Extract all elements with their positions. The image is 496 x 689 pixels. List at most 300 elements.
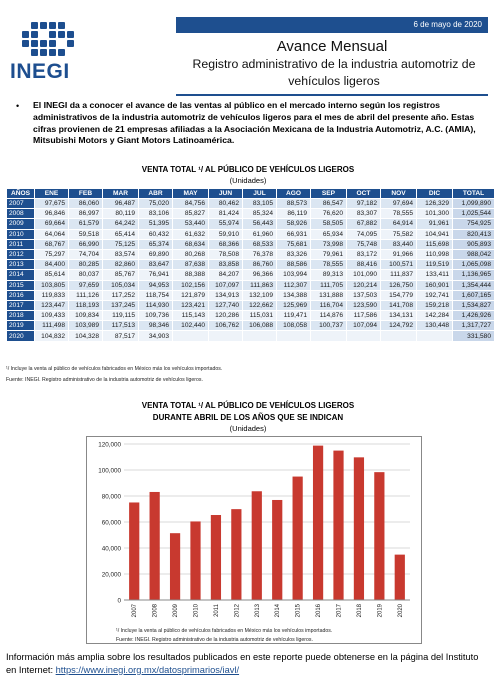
table-cell: 102,156 bbox=[173, 280, 209, 290]
x-tick-label: 2012 bbox=[234, 604, 241, 618]
table-cell: 83,858 bbox=[209, 260, 243, 270]
table-cell: 117,513 bbox=[103, 321, 139, 331]
total-cell: 1,025,544 bbox=[453, 209, 495, 219]
table-cell: 61,579 bbox=[69, 219, 103, 229]
logo-dot bbox=[67, 31, 74, 38]
table-cell: 101,300 bbox=[417, 209, 453, 219]
logo-dot bbox=[22, 40, 29, 47]
table-cell bbox=[173, 331, 209, 341]
column-header: TOTAL bbox=[453, 189, 495, 199]
logo-dot bbox=[31, 49, 38, 56]
table-row bbox=[7, 260, 495, 270]
table-cell: 51,395 bbox=[139, 219, 173, 229]
table-cell: 96,366 bbox=[243, 270, 277, 280]
table-cell: 86,997 bbox=[69, 209, 103, 219]
total-cell: 820,413 bbox=[453, 229, 495, 239]
table-cell: 85,614 bbox=[35, 270, 69, 280]
table-cell: 137,245 bbox=[103, 300, 139, 310]
table-units: (Unidades) bbox=[229, 176, 267, 185]
table-cell: 97,675 bbox=[35, 199, 69, 209]
table-row bbox=[7, 280, 495, 290]
table-cell: 103,994 bbox=[277, 270, 311, 280]
table-cell: 159,218 bbox=[417, 300, 453, 310]
table-cell: 108,058 bbox=[277, 321, 311, 331]
column-header: MAR bbox=[103, 189, 139, 199]
table-cell: 119,833 bbox=[35, 290, 69, 300]
table-cell: 65,934 bbox=[311, 229, 347, 239]
table-row bbox=[7, 219, 495, 229]
table-cell: 91,966 bbox=[381, 249, 417, 259]
table-cell: 76,620 bbox=[311, 209, 347, 219]
table-cell: 83,105 bbox=[243, 199, 277, 209]
bar bbox=[190, 521, 200, 600]
table-cell: 97,182 bbox=[347, 199, 381, 209]
table-cell: 102,440 bbox=[173, 321, 209, 331]
table-cell: 80,119 bbox=[103, 209, 139, 219]
chart-title-line2: DURANTE ABRIL DE LOS AÑOS QUE SE INDICAN bbox=[152, 413, 344, 422]
footer-link[interactable]: https://www.inegi.org.mx/datosprimarios/iavl/ bbox=[55, 664, 240, 675]
table-cell: 84,207 bbox=[209, 270, 243, 280]
bar bbox=[395, 555, 405, 600]
table-cell: 80,268 bbox=[173, 249, 209, 259]
logo-dot bbox=[49, 40, 56, 47]
table-cell: 109,736 bbox=[139, 311, 173, 321]
table-cell: 160,901 bbox=[417, 280, 453, 290]
footer-text: Información más amplia sobre los resultados publicados en este reporte puede obtenerse en la página del Instituto en Internet: bbox=[6, 652, 479, 675]
table-row bbox=[7, 249, 495, 259]
year-cell: 2017 bbox=[7, 300, 35, 310]
table-cell: 81,424 bbox=[209, 209, 243, 219]
column-header: JUN bbox=[209, 189, 243, 199]
table-cell: 75,020 bbox=[139, 199, 173, 209]
table-cell: 83,574 bbox=[103, 249, 139, 259]
chart-footnote: ¹/ Incluye la venta al público de vehículos fabricados en México más los vehículos importados. bbox=[116, 628, 333, 634]
logo-dot bbox=[40, 22, 47, 29]
table-cell: 125,969 bbox=[277, 300, 311, 310]
table-cell: 59,518 bbox=[69, 229, 103, 239]
report-title: Avance Mensual bbox=[276, 38, 388, 55]
table-cell: 84,400 bbox=[35, 260, 69, 270]
x-tick-label: 2013 bbox=[254, 604, 261, 618]
table-cell: 83,326 bbox=[277, 249, 311, 259]
bar bbox=[150, 492, 160, 600]
table-cell bbox=[311, 331, 347, 341]
column-header: ABR bbox=[139, 189, 173, 199]
logo-dot bbox=[58, 22, 65, 29]
table-cell: 87,517 bbox=[103, 331, 139, 341]
y-tick-label: 120,000 bbox=[98, 441, 121, 449]
table-cell: 53,440 bbox=[173, 219, 209, 229]
table-cell: 96,487 bbox=[103, 199, 139, 209]
table-cell: 86,060 bbox=[69, 199, 103, 209]
logo-dot bbox=[31, 31, 38, 38]
total-cell: 1,426,926 bbox=[453, 311, 495, 321]
table-cell: 69,890 bbox=[139, 249, 173, 259]
table-header-row bbox=[7, 189, 495, 199]
header-divider bbox=[176, 94, 488, 96]
y-tick-label: 0 bbox=[117, 597, 121, 605]
bar bbox=[354, 457, 364, 600]
x-tick-label: 2008 bbox=[152, 604, 159, 618]
year-cell: 2018 bbox=[7, 311, 35, 321]
table-cell: 106,762 bbox=[209, 321, 243, 331]
table-cell: 64,914 bbox=[381, 219, 417, 229]
table-cell: 111,126 bbox=[69, 290, 103, 300]
table-cell: 83,172 bbox=[347, 249, 381, 259]
column-header: OCT bbox=[347, 189, 381, 199]
table-row bbox=[7, 270, 495, 280]
table-cell: 104,832 bbox=[35, 331, 69, 341]
table-cell: 75,297 bbox=[35, 249, 69, 259]
table-cell: 116,704 bbox=[311, 300, 347, 310]
y-tick-label: 80,000 bbox=[101, 493, 121, 501]
table-cell: 75,125 bbox=[103, 239, 139, 249]
table-cell: 60,432 bbox=[139, 229, 173, 239]
column-header: JUL bbox=[243, 189, 277, 199]
table-cell: 69,664 bbox=[35, 219, 69, 229]
y-tick-label: 40,000 bbox=[101, 545, 121, 553]
year-cell: 2014 bbox=[7, 270, 35, 280]
bullet-icon: • bbox=[16, 101, 20, 111]
table-cell: 154,779 bbox=[381, 290, 417, 300]
table-cell: 96,846 bbox=[35, 209, 69, 219]
year-cell: 2011 bbox=[7, 239, 35, 249]
logo-dot bbox=[49, 22, 56, 29]
table-cell: 123,447 bbox=[35, 300, 69, 310]
total-cell: 988,042 bbox=[453, 249, 495, 259]
table-cell: 80,285 bbox=[69, 260, 103, 270]
inegi-logo bbox=[8, 20, 88, 88]
column-header: ENE bbox=[35, 189, 69, 199]
table-cell: 83,647 bbox=[139, 260, 173, 270]
table-cell: 75,681 bbox=[277, 239, 311, 249]
y-tick-label: 20,000 bbox=[101, 571, 121, 579]
column-header: MAY bbox=[173, 189, 209, 199]
logo-dot bbox=[22, 31, 29, 38]
table-cell bbox=[209, 331, 243, 341]
chart-source: Fuente: INEGI. Registro administrativo de la industria automotriz de vehículos ligeros. bbox=[116, 637, 313, 643]
year-cell: 2012 bbox=[7, 249, 35, 259]
table-cell: 118,754 bbox=[139, 290, 173, 300]
table-cell: 85,827 bbox=[173, 209, 209, 219]
x-tick-label: 2010 bbox=[193, 604, 200, 618]
table-row bbox=[7, 311, 495, 321]
total-cell: 1,607,165 bbox=[453, 290, 495, 300]
table-cell: 122,662 bbox=[243, 300, 277, 310]
table-row bbox=[7, 300, 495, 310]
bar bbox=[231, 509, 241, 600]
footer-info bbox=[6, 651, 490, 676]
date-bar bbox=[176, 17, 488, 33]
x-tick-label: 2019 bbox=[377, 604, 384, 618]
table-cell: 137,503 bbox=[347, 290, 381, 300]
table-cell: 97,694 bbox=[381, 199, 417, 209]
year-cell: 2010 bbox=[7, 229, 35, 239]
table-cell: 94,953 bbox=[139, 280, 173, 290]
table-cell: 75,582 bbox=[381, 229, 417, 239]
table-row bbox=[7, 290, 495, 300]
year-cell: 2019 bbox=[7, 321, 35, 331]
table-cell: 127,740 bbox=[209, 300, 243, 310]
table-cell: 141,708 bbox=[381, 300, 417, 310]
table-cell: 104,941 bbox=[417, 229, 453, 239]
logo-mark-icon bbox=[20, 20, 76, 58]
table-cell: 115,698 bbox=[417, 239, 453, 249]
table-cell: 76,941 bbox=[139, 270, 173, 280]
table-cell: 80,037 bbox=[69, 270, 103, 280]
table-cell: 103,805 bbox=[35, 280, 69, 290]
table-cell: 66,931 bbox=[277, 229, 311, 239]
table-cell: 107,097 bbox=[209, 280, 243, 290]
table-cell: 79,961 bbox=[311, 249, 347, 259]
total-cell: 905,893 bbox=[453, 239, 495, 249]
table-cell: 88,586 bbox=[277, 260, 311, 270]
column-header: SEP bbox=[311, 189, 347, 199]
logo-dot bbox=[67, 40, 74, 47]
table-cell: 134,388 bbox=[277, 290, 311, 300]
table-cell: 85,324 bbox=[243, 209, 277, 219]
table-cell: 97,659 bbox=[69, 280, 103, 290]
table-cell bbox=[347, 331, 381, 341]
x-tick-label: 2014 bbox=[275, 604, 282, 618]
table-cell: 114,930 bbox=[139, 300, 173, 310]
table-cell: 83,106 bbox=[139, 209, 173, 219]
x-tick-label: 2009 bbox=[173, 604, 180, 618]
table-cell: 56,443 bbox=[243, 219, 277, 229]
table-cell bbox=[277, 331, 311, 341]
table-cell: 65,414 bbox=[103, 229, 139, 239]
x-tick-label: 2018 bbox=[356, 604, 363, 618]
total-cell: 1,099,890 bbox=[453, 199, 495, 209]
table-cell: 74,095 bbox=[347, 229, 381, 239]
bar bbox=[170, 533, 180, 600]
table-cell bbox=[243, 331, 277, 341]
table-cell bbox=[381, 331, 417, 341]
table-cell: 134,913 bbox=[209, 290, 243, 300]
table-cell: 55,974 bbox=[209, 219, 243, 229]
x-tick-label: 2016 bbox=[316, 604, 323, 618]
logo-dot bbox=[49, 49, 56, 56]
table-cell: 83,440 bbox=[381, 239, 417, 249]
table-cell: 80,462 bbox=[209, 199, 243, 209]
table-cell: 111,705 bbox=[311, 280, 347, 290]
logo-dot bbox=[49, 31, 56, 38]
table-cell: 34,903 bbox=[139, 331, 173, 341]
table-cell: 101,090 bbox=[347, 270, 381, 280]
table-cell: 78,555 bbox=[381, 209, 417, 219]
table-cell: 78,508 bbox=[209, 249, 243, 259]
bar bbox=[293, 477, 303, 600]
table-cell: 130,448 bbox=[417, 321, 453, 331]
year-cell: 2008 bbox=[7, 209, 35, 219]
table-cell: 73,998 bbox=[311, 239, 347, 249]
bar bbox=[313, 446, 323, 600]
table-cell: 86,760 bbox=[243, 260, 277, 270]
table-cell: 192,741 bbox=[417, 290, 453, 300]
table-cell: 82,860 bbox=[103, 260, 139, 270]
table-footnote: ¹/ Incluye la venta al público de vehículos fabricados en México más los vehículos importados. bbox=[6, 366, 223, 372]
bar-chart bbox=[86, 436, 422, 628]
total-cell: 1,354,444 bbox=[453, 280, 495, 290]
table-cell: 117,252 bbox=[103, 290, 139, 300]
table-cell: 58,926 bbox=[277, 219, 311, 229]
table-cell: 119,115 bbox=[103, 311, 139, 321]
total-cell: 754,925 bbox=[453, 219, 495, 229]
table-cell: 66,990 bbox=[69, 239, 103, 249]
report-date: 6 de mayo de 2020 bbox=[413, 20, 482, 29]
table-cell: 109,834 bbox=[69, 311, 103, 321]
logo-dot bbox=[31, 22, 38, 29]
table-cell: 107,094 bbox=[347, 321, 381, 331]
table-row bbox=[7, 199, 495, 209]
logo-text: INEGI bbox=[10, 60, 70, 83]
table-cell: 61,960 bbox=[243, 229, 277, 239]
total-cell: 1,136,965 bbox=[453, 270, 495, 280]
x-tick-label: 2007 bbox=[132, 604, 139, 618]
table-cell: 104,328 bbox=[69, 331, 103, 341]
total-cell: 1,534,827 bbox=[453, 300, 495, 310]
column-header: AÑOS bbox=[7, 189, 35, 199]
y-tick-label: 100,000 bbox=[98, 467, 121, 475]
table-cell: 88,388 bbox=[173, 270, 209, 280]
table-cell: 89,313 bbox=[311, 270, 347, 280]
table-cell: 61,632 bbox=[173, 229, 209, 239]
table-cell: 64,064 bbox=[35, 229, 69, 239]
table-cell: 65,374 bbox=[139, 239, 173, 249]
table-cell: 123,421 bbox=[173, 300, 209, 310]
table-row bbox=[7, 229, 495, 239]
table-cell: 86,119 bbox=[277, 209, 311, 219]
bar bbox=[333, 451, 343, 600]
table-cell: 115,031 bbox=[243, 311, 277, 321]
total-cell: 1,065,098 bbox=[453, 260, 495, 270]
year-cell: 2007 bbox=[7, 199, 35, 209]
table-cell: 120,214 bbox=[347, 280, 381, 290]
x-tick-label: 2020 bbox=[397, 604, 404, 618]
table-cell: 142,284 bbox=[417, 311, 453, 321]
table-cell: 100,571 bbox=[381, 260, 417, 270]
table-cell: 76,378 bbox=[243, 249, 277, 259]
logo-dot bbox=[40, 49, 47, 56]
table-cell: 111,498 bbox=[35, 321, 69, 331]
table-cell: 83,307 bbox=[347, 209, 381, 219]
table-source: Fuente: INEGI. Registro administrativo de la industria automotriz de vehículos ligeros. bbox=[6, 377, 203, 383]
table-cell: 120,286 bbox=[209, 311, 243, 321]
year-cell: 2020 bbox=[7, 331, 35, 341]
table-cell: 103,989 bbox=[69, 321, 103, 331]
table-cell: 112,307 bbox=[277, 280, 311, 290]
table-cell: 124,792 bbox=[381, 321, 417, 331]
x-tick-label: 2017 bbox=[336, 604, 343, 618]
table-cell: 131,888 bbox=[311, 290, 347, 300]
logo-dot bbox=[58, 49, 65, 56]
column-header: DIC bbox=[417, 189, 453, 199]
year-cell: 2013 bbox=[7, 260, 35, 270]
table-cell: 78,555 bbox=[311, 260, 347, 270]
table-cell: 134,131 bbox=[381, 311, 417, 321]
table-cell: 87,638 bbox=[173, 260, 209, 270]
column-header: FEB bbox=[69, 189, 103, 199]
table-cell: 58,505 bbox=[311, 219, 347, 229]
table-cell: 105,034 bbox=[103, 280, 139, 290]
table-cell: 100,737 bbox=[311, 321, 347, 331]
table-cell: 111,863 bbox=[243, 280, 277, 290]
bar bbox=[129, 502, 139, 600]
table-cell: 111,837 bbox=[381, 270, 417, 280]
year-cell: 2016 bbox=[7, 290, 35, 300]
table-title: VENTA TOTAL ¹/ AL PÚBLICO DE VEHÍCULOS LIGEROS bbox=[141, 165, 355, 174]
table-cell: 68,634 bbox=[173, 239, 209, 249]
table-cell: 98,346 bbox=[139, 321, 173, 331]
table-cell: 121,879 bbox=[173, 290, 209, 300]
table-cell: 117,586 bbox=[347, 311, 381, 321]
year-cell: 2009 bbox=[7, 219, 35, 229]
table-cell: 68,366 bbox=[209, 239, 243, 249]
table-cell: 114,876 bbox=[311, 311, 347, 321]
y-tick-label: 60,000 bbox=[101, 519, 121, 527]
table-cell: 59,910 bbox=[209, 229, 243, 239]
table-cell: 85,767 bbox=[103, 270, 139, 280]
x-tick-label: 2011 bbox=[213, 604, 220, 617]
logo-dot bbox=[31, 40, 38, 47]
chart-title-line1: VENTA TOTAL ¹/ AL PÚBLICO DE VEHÍCULOS LIGEROS bbox=[141, 401, 355, 410]
table-cell: 115,143 bbox=[173, 311, 209, 321]
total-cell: 331,580 bbox=[453, 331, 495, 341]
table-cell: 75,748 bbox=[347, 239, 381, 249]
table-cell: 106,088 bbox=[243, 321, 277, 331]
table-cell: 64,242 bbox=[103, 219, 139, 229]
bar bbox=[252, 491, 262, 600]
column-header: AGO bbox=[277, 189, 311, 199]
bar bbox=[374, 472, 384, 600]
table-cell: 123,590 bbox=[347, 300, 381, 310]
table-cell bbox=[417, 331, 453, 341]
table-cell: 109,433 bbox=[35, 311, 69, 321]
table-cell: 118,193 bbox=[69, 300, 103, 310]
table-cell: 68,767 bbox=[35, 239, 69, 249]
table-cell: 119,519 bbox=[417, 260, 453, 270]
table-cell: 91,961 bbox=[417, 219, 453, 229]
logo-dot bbox=[40, 40, 47, 47]
table-cell: 84,756 bbox=[173, 199, 209, 209]
table-cell: 119,471 bbox=[277, 311, 311, 321]
bar bbox=[211, 515, 221, 600]
table-cell: 132,109 bbox=[243, 290, 277, 300]
table-cell: 67,882 bbox=[347, 219, 381, 229]
table-cell: 88,573 bbox=[277, 199, 311, 209]
table-cell: 110,998 bbox=[417, 249, 453, 259]
table-row bbox=[7, 331, 495, 341]
sales-table bbox=[6, 188, 495, 342]
chart-title bbox=[0, 400, 496, 424]
table-cell: 88,416 bbox=[347, 260, 381, 270]
chart-units: (Unidades) bbox=[229, 424, 267, 433]
table-cell: 133,411 bbox=[417, 270, 453, 280]
bar bbox=[272, 500, 282, 600]
logo-dot bbox=[58, 31, 65, 38]
intro-paragraph: El INEGI da a conocer el avance de las ventas al público en el mercado interno según los registros administrativos de la industria automotriz de vehículos ligeros para el mes de abril del presente año. Estas cifras provienen de 21 empresas afiliadas a la Asociación Mexicana de la Industria Automotriz, A.C. (AMIA), Mitsubishi Motors y Giant Motors Latinoamérica. bbox=[33, 100, 476, 146]
total-cell: 1,317,727 bbox=[453, 321, 495, 331]
table-cell: 126,750 bbox=[381, 280, 417, 290]
x-tick-label: 2015 bbox=[295, 604, 302, 618]
table-cell: 126,329 bbox=[417, 199, 453, 209]
table-cell: 86,547 bbox=[311, 199, 347, 209]
report-subtitle: Registro administrativo de la industria automotriz de vehículos ligeros bbox=[192, 57, 476, 88]
table-row bbox=[7, 209, 495, 219]
year-cell: 2015 bbox=[7, 280, 35, 290]
column-header: NOV bbox=[381, 189, 417, 199]
table-row bbox=[7, 321, 495, 331]
